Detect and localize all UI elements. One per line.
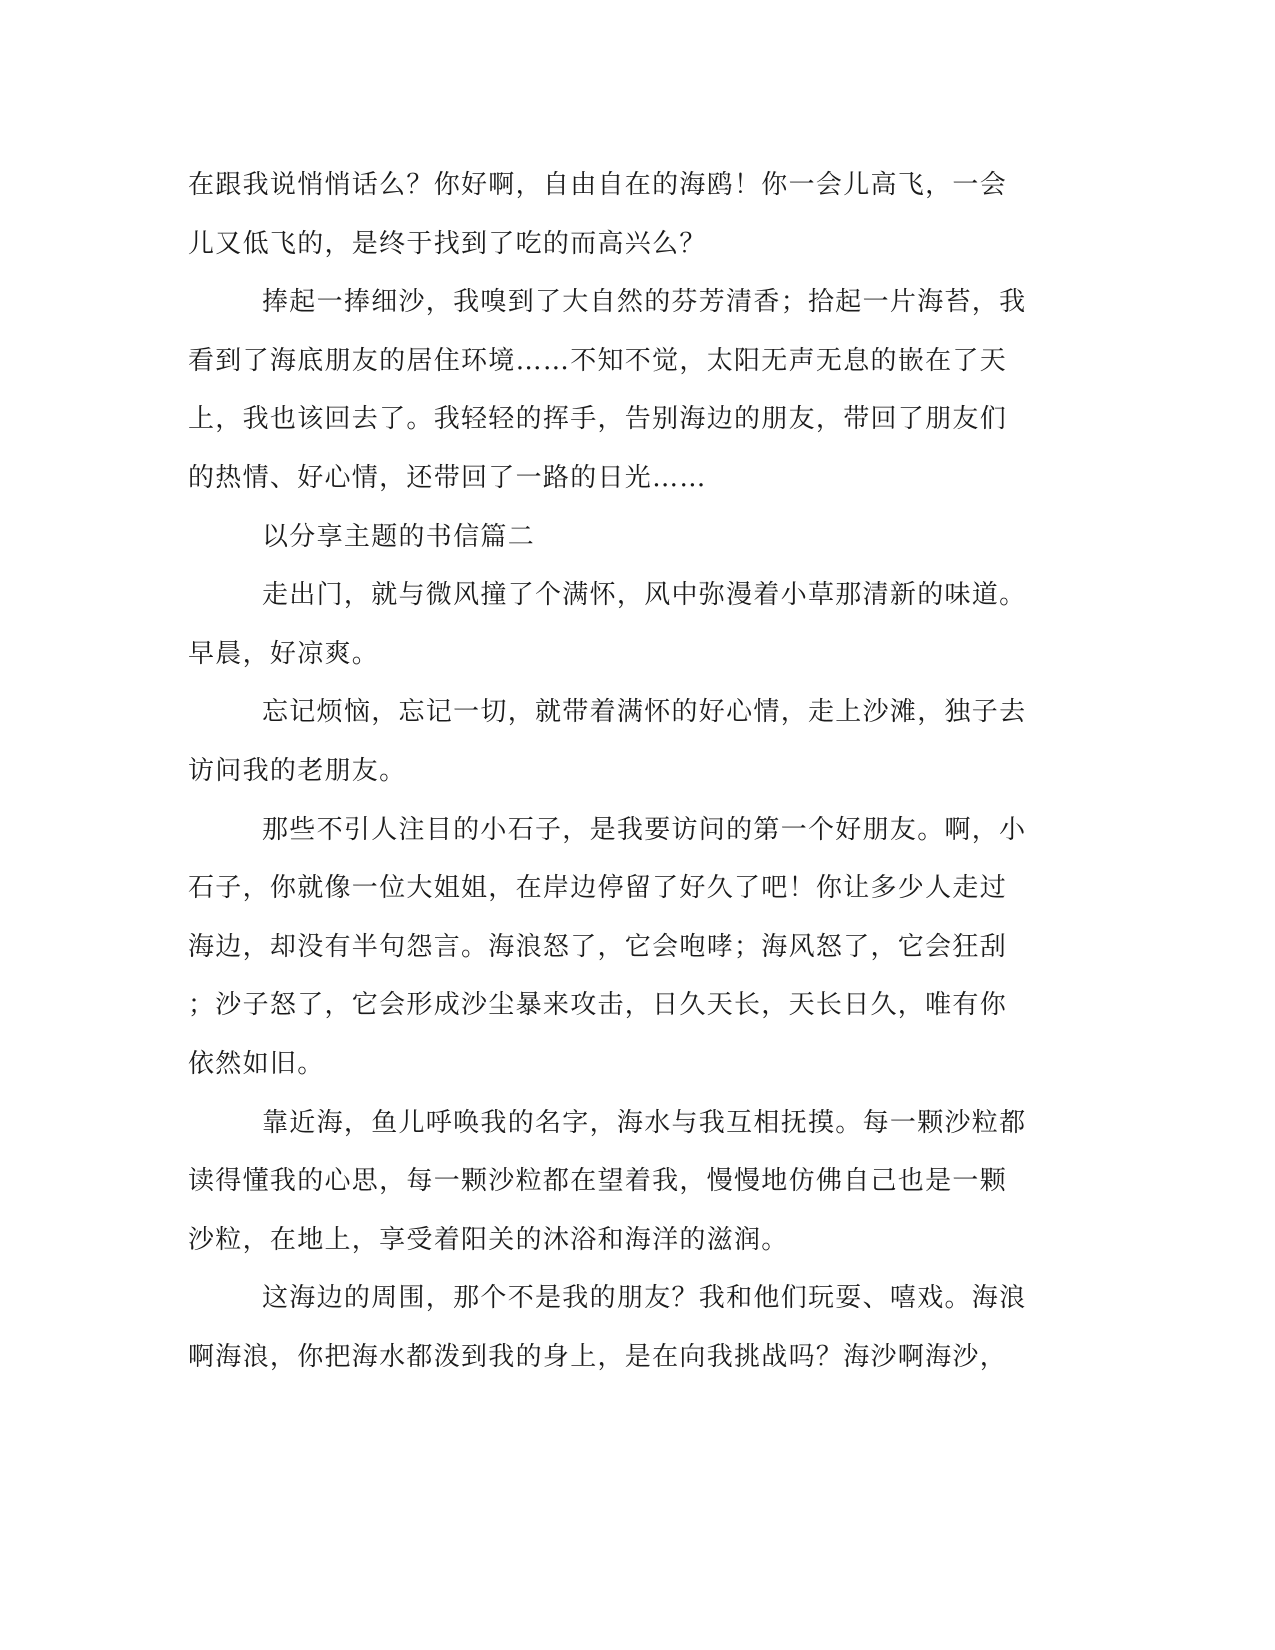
text-line: 这海边的周围，那个不是我的朋友？我和他们玩耍、嘻戏。海浪 [262, 1283, 1027, 1314]
text-line: 看到了海底朋友的居住环境……不知不觉，太阳无声无息的嵌在了天 [188, 345, 1008, 376]
section-heading [188, 508, 1068, 567]
text-line: 捧起一捧细沙，我嗅到了大自然的芬芳清香；拾起一片海苔，我 [262, 287, 1027, 318]
text-line: 沙粒，在地上，享受着阳关的沐浴和海洋的滋润。 [188, 1224, 789, 1255]
text-line: 在跟我说悄悄话么？你好啊，自由自在的海鸥！你一会儿高飞，一会 [188, 170, 1008, 200]
text-line: 那些不引人注目的小石子，是我要访问的第一个好朋友。啊，小 [262, 814, 1027, 845]
paragraph [188, 683, 1068, 800]
text-line: 石子，你就像一位大姐姐，在岸边停留了好久了吧！你让多少人走过 [188, 873, 1008, 904]
document-body [188, 156, 1068, 1386]
text-line: 走出门，就与微风撞了个满怀，风中弥漫着小草那清新的味道。 [262, 580, 1027, 611]
text-line: 儿又低飞的，是终于找到了吃的而高兴么？ [188, 228, 707, 259]
text-line: 的热情、好心情，还带回了一路的日光…… [188, 462, 707, 493]
text-line: 依然如旧。 [188, 1048, 325, 1079]
text-line: 海边，却没有半句怨言。海浪怒了，它会咆哮；海风怒了，它会狂刮 [188, 931, 1008, 962]
text-line: 忘记烦恼，忘记一切，就带着满怀的好心情，走上沙滩，独子去 [262, 697, 1027, 728]
paragraph [188, 156, 1068, 273]
paragraph [188, 273, 1068, 507]
paragraph [188, 1094, 1068, 1270]
text-line: ；沙子怒了，它会形成沙尘暴来攻击，日久天长，天长日久，唯有你 [188, 990, 1008, 1021]
text-line: 早晨，好凉爽。 [188, 638, 380, 669]
paragraph [188, 801, 1068, 1094]
paragraph [188, 1269, 1068, 1386]
section-heading-text: 以分享主题的书信篇二 [262, 521, 536, 552]
text-line: 读得懂我的心思，每一颗沙粒都在望着我，慢慢地仿佛自己也是一颗 [188, 1166, 1008, 1197]
text-line: 靠近海，鱼儿呼唤我的名字，海水与我互相抚摸。每一颗沙粒都 [262, 1107, 1027, 1138]
text-line: 访问我的老朋友。 [188, 755, 407, 786]
text-line: 啊海浪，你把海水都泼到我的身上，是在向我挑战吗？海沙啊海沙， [188, 1341, 1008, 1372]
text-line: 上，我也该回去了。我轻轻的挥手，告别海边的朋友，带回了朋友们 [188, 404, 1008, 435]
paragraph [188, 566, 1068, 683]
